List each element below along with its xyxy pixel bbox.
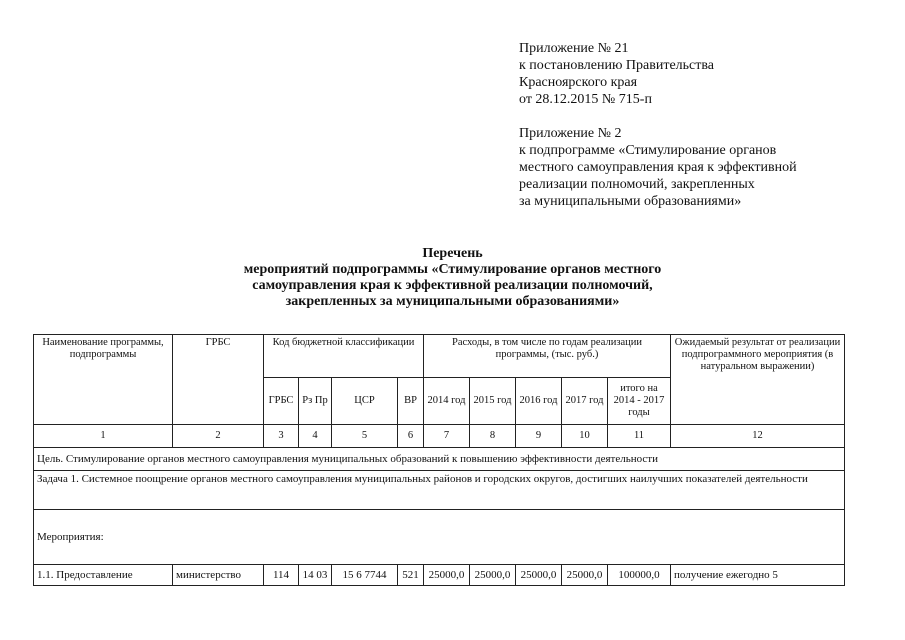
measures-label: Мероприятия: xyxy=(34,510,845,565)
row-rzpr: 14 03 xyxy=(299,565,332,586)
row-2015: 25000,0 xyxy=(470,565,516,586)
header-row xyxy=(34,335,845,378)
row-2016: 25000,0 xyxy=(516,565,562,586)
row-2014: 25000,0 xyxy=(424,565,470,586)
column-number: 12 xyxy=(671,425,845,448)
subheader-vr: ВР xyxy=(398,378,424,425)
appendix-2-line-3: местного самоуправления края к эффективной xyxy=(519,160,797,175)
column-number: 6 xyxy=(398,425,424,448)
appendix-2-line-1: Приложение № 2 xyxy=(519,126,622,141)
document-title xyxy=(0,246,905,310)
column-number: 1 xyxy=(34,425,173,448)
row-grbs: министерство xyxy=(173,565,264,586)
subheader-2015: 2015 год xyxy=(470,378,516,425)
title-line-1: Перечень xyxy=(422,246,483,261)
measures-row xyxy=(34,510,845,565)
subheader-2016: 2016 год xyxy=(516,378,562,425)
column-number: 4 xyxy=(299,425,332,448)
column-number: 9 xyxy=(516,425,562,448)
header-expected-result: Ожидаемый результат от реализации подпрограммного мероприятия (в натуральном выражении) xyxy=(671,335,845,425)
subheader-total: итого на 2014 - 2017 годы xyxy=(608,378,671,425)
header-budget-code: Код бюджетной классификации xyxy=(264,335,424,378)
subheader-2014: 2014 год xyxy=(424,378,470,425)
column-number: 5 xyxy=(332,425,398,448)
title-line-4: закрепленных за муниципальными образованиями» xyxy=(285,294,620,309)
title-line-3: самоуправления края к эффективной реализации полномочий, xyxy=(252,278,653,293)
row-vr: 521 xyxy=(398,565,424,586)
row-name: 1.1. Предоставление xyxy=(34,565,173,586)
task-text: Задача 1. Системное поощрение органов местного самоуправления муниципальных районов и городских округов, достигших наилучших показателей деятельности xyxy=(34,471,845,510)
appendix-2-line-5: за муниципальными образованиями» xyxy=(519,194,742,209)
goal-row xyxy=(34,448,845,471)
appendix-21-line-1: Приложение № 21 xyxy=(519,41,629,56)
header-name: Наименование программы, подпрограммы xyxy=(34,335,173,425)
appendix-21-line-3: Красноярского края xyxy=(519,75,638,90)
subheader-rzpr: Рз Пр xyxy=(299,378,332,425)
column-number: 3 xyxy=(264,425,299,448)
table-row xyxy=(34,565,845,586)
measures-table xyxy=(33,334,845,586)
column-number-row xyxy=(34,425,845,448)
appendix-21-line-2: к постановлению Правительства xyxy=(519,58,715,73)
row-code-grbs: 114 xyxy=(264,565,299,586)
goal-text: Цель. Стимулирование органов местного самоуправления муниципальных образований к повышению эффективности деятельности xyxy=(34,448,845,471)
column-number: 2 xyxy=(173,425,264,448)
row-csr: 15 6 7744 xyxy=(332,565,398,586)
appendix-21-line-4: от 28.12.2015 № 715-п xyxy=(519,92,652,107)
appendix-2-line-4: реализации полномочий, закрепленных xyxy=(519,177,755,192)
appendix-2-block xyxy=(519,125,797,210)
column-number: 8 xyxy=(470,425,516,448)
header-grbs: ГРБС xyxy=(173,335,264,425)
task-row xyxy=(34,471,845,510)
subheader-csr: ЦСР xyxy=(332,378,398,425)
row-2017: 25000,0 xyxy=(562,565,608,586)
row-result: получение ежегодно 5 xyxy=(671,565,845,586)
title-line-2: мероприятий подпрограммы «Стимулирование органов местного xyxy=(243,262,662,277)
subheader-grbs: ГРБС xyxy=(264,378,299,425)
appendix-2-line-2: к подпрограмме «Стимулирование органов xyxy=(519,143,777,158)
row-total: 100000,0 xyxy=(608,565,671,586)
column-number: 7 xyxy=(424,425,470,448)
header-expenses: Расходы, в том числе по годам реализации программы, (тыс. руб.) xyxy=(424,335,671,378)
appendix-21-block xyxy=(519,40,714,108)
column-number: 11 xyxy=(608,425,671,448)
column-number: 10 xyxy=(562,425,608,448)
subheader-2017: 2017 год xyxy=(562,378,608,425)
